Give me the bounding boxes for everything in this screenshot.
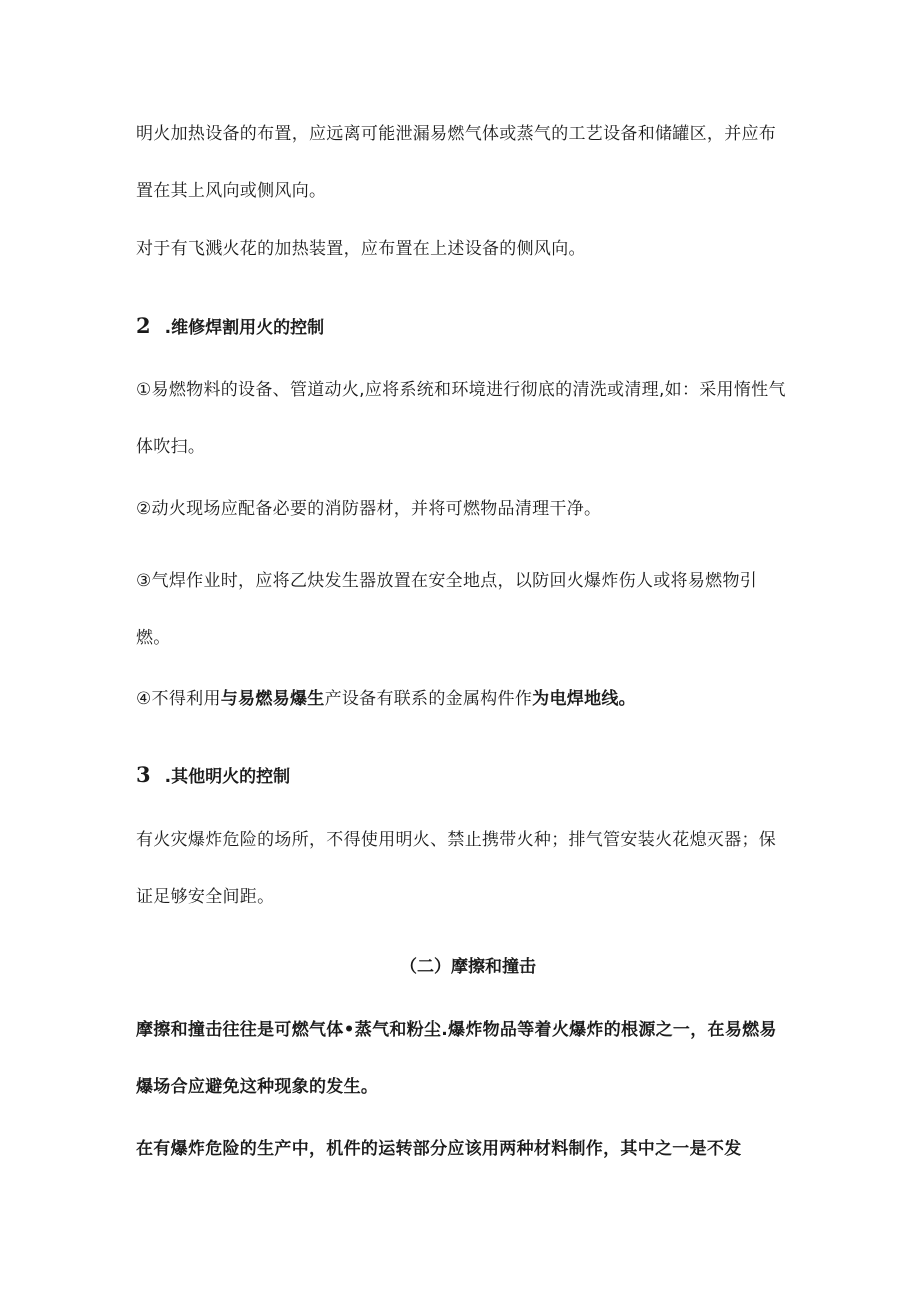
heading-number: 3 <box>136 762 151 787</box>
item-4-part-c: 产设备有联系的金属构件作 <box>324 689 533 709</box>
item-4-part-d: 为电焊地线。 <box>532 689 636 709</box>
paragraph-moving-parts-materials: 在有爆炸危险的生产中，机件的运转部分应该用两种材料制作，其中之一是不发 <box>136 1139 742 1159</box>
paragraph-open-flame-heating-layout: 明火加热设备的布置，应远离可能泄漏易燃气体或蒸气的工艺设备和储罐区，并应布置在其上风向或侧风向。 <box>136 124 777 201</box>
paragraph-item-2-fire-equipment: ②动火现场应配备必要的消防器材，并将可燃物品清理干净。 <box>136 499 602 519</box>
paragraph-friction-impact-cause: 摩擦和撞击往往是可燃气体•蒸气和粉尘.爆炸物品等着火爆炸的根源之一，在易燃易爆场合应避免这种现象的发生。 <box>136 1020 777 1097</box>
heading-welding-fire-control <box>136 311 786 343</box>
paragraph-spark-heating-device: 对于有飞溅火花的加热装置，应布置在上述设备的侧风向。 <box>136 239 586 259</box>
paragraph-hazard-area-rules: 有火灾爆炸危险的场所，不得使用明火、禁止携带火种；排气管安装火花熄灭器；保证足够安全间距。 <box>136 830 777 907</box>
paragraph-item-3-gas-welding: ③气焊作业时，应将乙炔发生器放置在安全地点，以防回火爆炸伤人或将易燃物引燃。 <box>136 571 758 648</box>
paragraph-item-4-grounding <box>136 671 786 728</box>
item-4-part-a: ④不得利用 <box>136 689 221 709</box>
heading-other-open-flame <box>136 760 786 792</box>
section-title-friction-impact: （二）摩擦和撞击 <box>400 957 536 977</box>
paragraph-item-1-equipment-cleaning: ①易燃物料的设备、管道动火,应将系统和环境进行彻底的清洗或清理,如：采用惰性气体吹扫。 <box>136 380 786 457</box>
heading-number: 2 <box>136 313 151 338</box>
heading-text: .维修焊割用火的控制 <box>164 318 325 338</box>
item-4-part-b: 与易燃易爆生 <box>220 689 325 709</box>
heading-text: .其他明火的控制 <box>164 767 291 787</box>
